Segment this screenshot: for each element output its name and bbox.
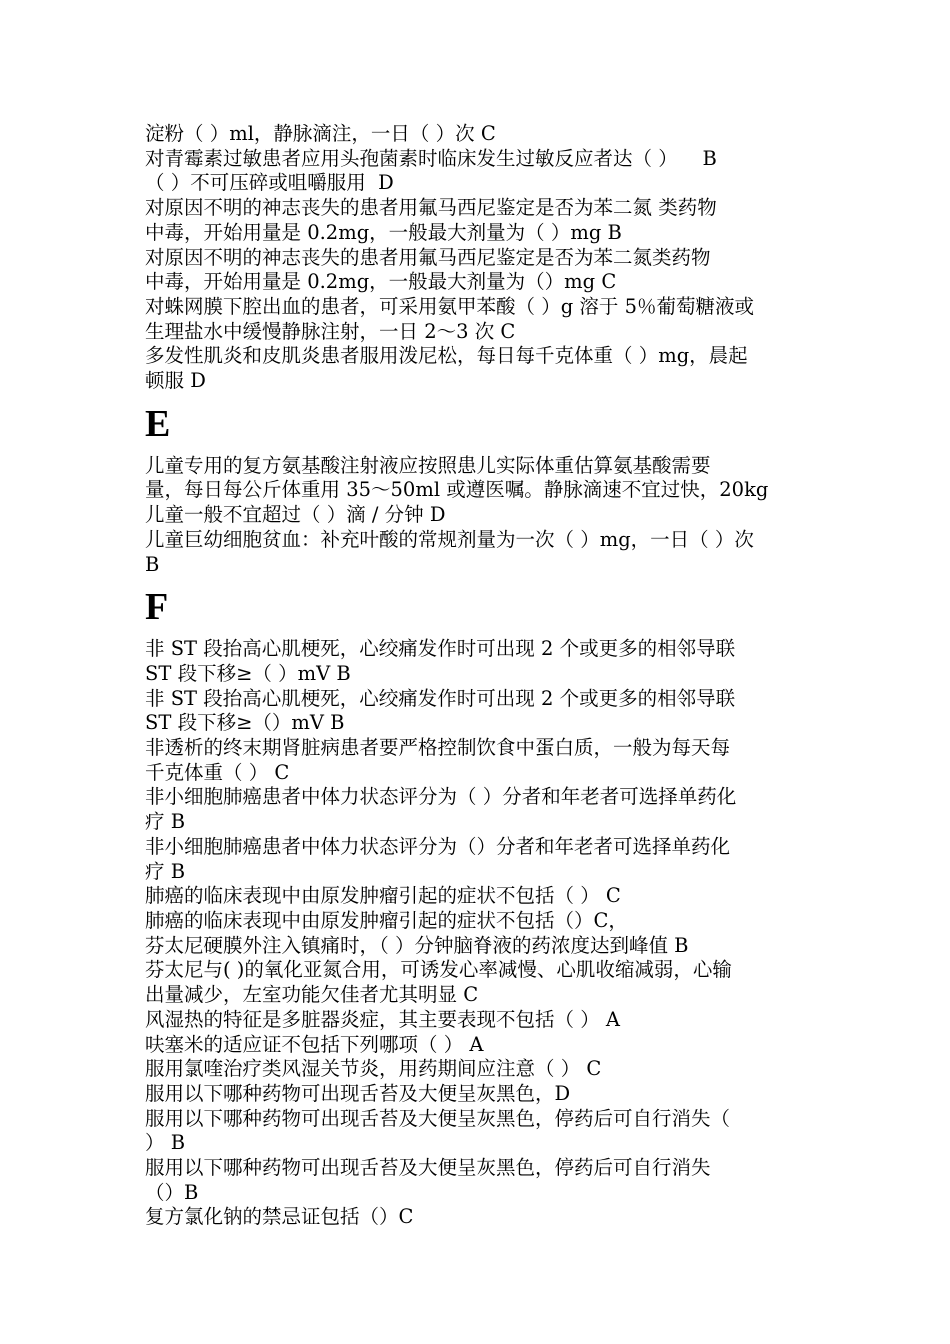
question-line: ST 段下移≥（ ）mV B	[145, 661, 351, 685]
question-line: 对原因不明的神志丧失的患者用氟马西尼鉴定是否为苯二氮类药物	[145, 245, 711, 269]
question-line: 芬太尼与( )的氧化亚氮合用，可诱发心率减慢、心肌收缩减弱，心输	[145, 958, 732, 982]
question-line: （ ）不可压碎或咀嚼服用 D	[145, 171, 394, 195]
question-line: 非 ST 段抬高心肌梗死，心绞痛发作时可出现 2 个或更多的相邻导联	[145, 637, 736, 661]
question-line: （）B	[145, 1180, 199, 1204]
question-line: 对原因不明的神志丧失的患者用氟马西尼鉴定是否为苯二氮 类药物	[145, 196, 717, 220]
question-line: 芬太尼硬膜外注入镇痛时，（ ）分钟脑脊液的药浓度达到峰值 B	[145, 933, 689, 957]
question-line: 淀粉（ ）ml，静脉滴注，一日（ ）次 C	[145, 122, 496, 145]
question-line: 肺癌的临床表现中由原发肿瘤引起的症状不包括（）C，	[145, 908, 628, 932]
question-line: 服用以下哪种药物可出现舌苔及大便呈灰黑色，D	[145, 1081, 571, 1105]
question-line: 多发性肌炎和皮肌炎患者服用泼尼松，每日每千克体重（ ）mg，晨起	[145, 344, 748, 368]
question-line: 儿童专用的复方氨基酸注射液应按照患儿实际体重估算氨基酸需要	[145, 453, 711, 477]
question-line: 风湿热的特征是多脏器炎症，其主要表现不包括（ ） A	[145, 1007, 620, 1031]
question-line: 服用以下哪种药物可出现舌苔及大便呈灰黑色，停药后可自行消失（	[145, 1106, 731, 1130]
question-line: 非 ST 段抬高心肌梗死，心绞痛发作时可出现 2 个或更多的相邻导联	[145, 686, 736, 710]
question-line: 疗 B	[145, 810, 186, 834]
question-line: ） B	[145, 1131, 186, 1155]
question-line: 儿童巨幼细胞贫血：补充叶酸的常规剂量为一次（ ）mg，一日（ ）次	[145, 527, 754, 551]
question-line: 复方氯化钠的禁忌证包括（）C	[145, 1205, 414, 1229]
question-line: 儿童一般不宜超过（ ）滴 / 分钟 D	[145, 503, 446, 527]
question-line: 对蛛网膜下腔出血的患者，可采用氨甲苯酸（ ）g 溶于 5％葡萄糖液或	[145, 294, 754, 318]
question-line: 服用氯喹治疗类风湿关节炎，用药期间应注意（ ） C	[145, 1057, 602, 1081]
section-heading-f: F	[145, 586, 169, 629]
section-heading-e: E	[145, 402, 171, 445]
question-line: 中毒，开始用量是 0.2mg，一般最大剂量为（）mg C	[145, 270, 617, 294]
question-line: 疗 B	[145, 859, 186, 883]
question-line: 肺癌的临床表现中由原发肿瘤引起的症状不包括（ ） C	[145, 884, 621, 908]
question-line: 量，每日每公斤体重用 35～50ml 或遵医嘱。静脉滴速不宜过快，20kg	[145, 478, 769, 502]
question-line: 中毒，开始用量是 0.2mg，一般最大剂量为（ ）mg B	[145, 220, 622, 244]
question-line: 非小细胞肺癌患者中体力状态评分为（ ）分者和年老者可选择单药化	[145, 785, 737, 809]
question-line: 对青霉素过敏患者应用头孢菌素时临床发生过敏反应者达（ ） B	[145, 146, 717, 170]
question-line: 千克体重（ ） C	[145, 760, 290, 784]
question-line: B	[145, 552, 160, 576]
question-line: 出量减少，左室功能欠佳者尤其明显 C	[145, 983, 479, 1007]
question-line: 顿服 D	[145, 369, 206, 393]
section-e	[145, 404, 810, 578]
question-line: 生理盐水中缓慢静脉注射，一日 2～3 次 C	[145, 319, 516, 343]
question-line: 非小细胞肺癌患者中体力状态评分为（）分者和年老者可选择单药化	[145, 834, 731, 858]
question-line: 非透析的终末期肾脏病患者要严格控制饮食中蛋白质，一般为每天每	[145, 736, 731, 760]
section-d-continued	[145, 122, 810, 394]
question-line: 服用以下哪种药物可出现舌苔及大便呈灰黑色，停药后可自行消失	[145, 1156, 711, 1180]
question-line: 呋塞米的适应证不包括下列哪项（ ） A	[145, 1032, 484, 1056]
question-line: ST 段下移≥（）mV B	[145, 711, 345, 735]
document-page	[145, 122, 810, 1230]
section-f	[145, 587, 810, 1230]
